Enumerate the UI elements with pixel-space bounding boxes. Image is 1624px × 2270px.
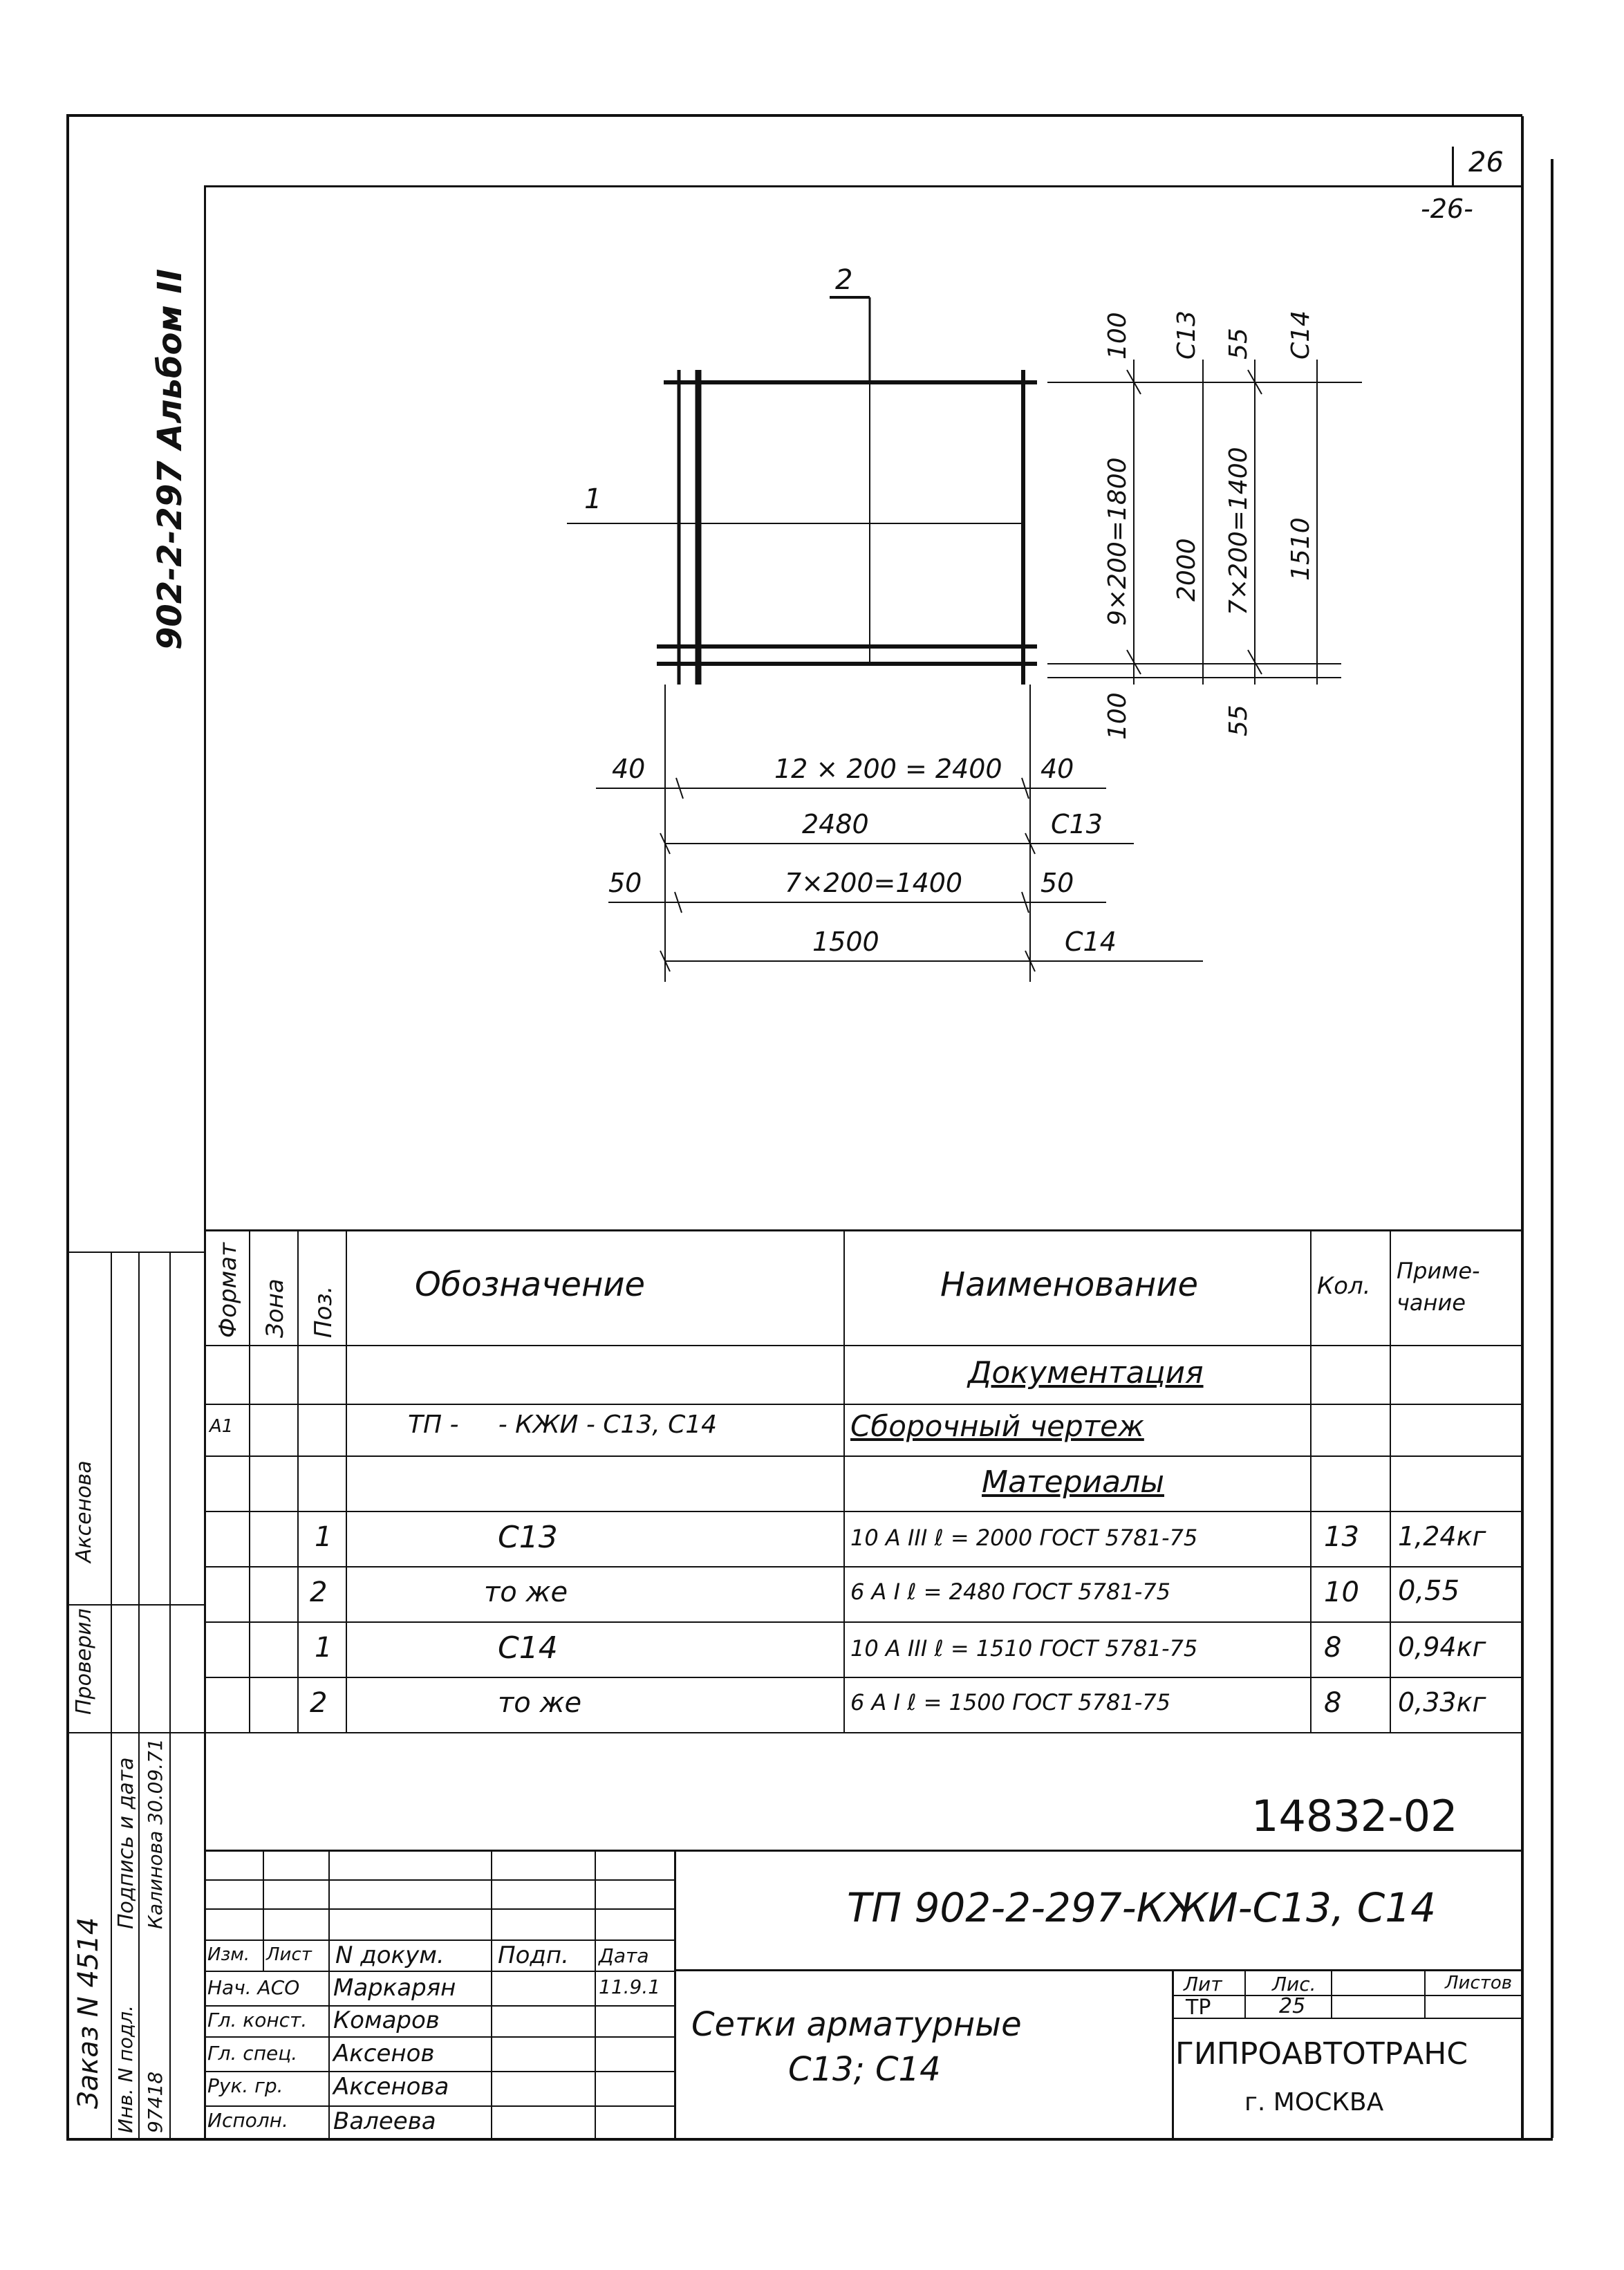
document-subtitle: С13; С14 [788, 2050, 941, 2089]
bar-mark-1: 1 [584, 483, 602, 515]
album-margin-label: 902-2-297 Альбом II [151, 268, 189, 650]
doc-row-designation: ТП - - КЖИ - С13, С14 [408, 1411, 718, 1439]
archive-number: 14832-02 [1251, 1791, 1458, 1841]
rebar-mesh-drawing [0, 0, 1624, 1037]
header-format: Формат [214, 1243, 242, 1338]
dim-bottom-r3-right: 50 [1040, 868, 1074, 898]
document-title: Сетки арматурные [691, 2005, 1022, 2044]
header-name: Наименование [940, 1265, 1199, 1304]
sign-date-label: Подпись и дата [114, 1757, 138, 1929]
doc-row-format: А1 [209, 1416, 234, 1437]
dim-right-100-top: 100 [1103, 312, 1132, 360]
page-number: -26- [1421, 194, 1473, 224]
inventory-label: Инв. N подл. [114, 2005, 137, 2133]
section-materials: Материалы [982, 1464, 1164, 1500]
dim-bottom-r2-mid: 2480 [802, 809, 869, 839]
dim-right-55-top: 55 [1224, 328, 1253, 360]
dim-bottom-r4-mid: 1500 [812, 927, 879, 957]
dim-right-2000: 2000 [1173, 538, 1201, 602]
header-quantity: Кол. [1317, 1272, 1371, 1300]
document-code: ТП 902-2-297-КЖИ-С13, С14 [847, 1884, 1437, 1931]
organization-city: г. МОСКВА [1244, 2088, 1384, 2117]
header-designation: Обозначение [415, 1265, 646, 1304]
dim-right-1800: 9×200=1800 [1103, 457, 1132, 626]
checked-label: Проверил [72, 1608, 96, 1715]
dim-bottom-r3-mid: 7×200=1400 [785, 868, 963, 898]
dim-right-100-bottom: 100 [1103, 692, 1132, 740]
dim-bottom-r1-right: 40 [1040, 754, 1074, 784]
checked-name: Аксенова [72, 1460, 96, 1563]
dim-bottom-r3-left: 50 [608, 868, 642, 898]
header-zone: Зона [261, 1278, 289, 1338]
doc-row-name: Сборочный чертеж [850, 1409, 1144, 1443]
dim-bottom-r2-right: С13 [1051, 809, 1103, 839]
dim-right-c13: С13 [1173, 310, 1201, 360]
organization-name: ГИПРОАВТОТРАНС [1175, 2036, 1468, 2072]
order-number: Заказ N 4514 [73, 1917, 104, 2109]
page-corner-number: 26 [1468, 147, 1504, 178]
dim-bottom-r4-right: С14 [1065, 927, 1117, 957]
section-documentation: Документация [968, 1355, 1204, 1390]
sign-date-value: Калинова 30.09.71 [144, 1738, 167, 1929]
dim-bottom-r1-mid: 12 × 200 = 2400 [774, 754, 1002, 784]
dim-right-55-bottom: 55 [1224, 705, 1253, 736]
inventory-number: 97418 [144, 2071, 167, 2133]
dim-right-1400: 7×200=1400 [1224, 447, 1253, 615]
dim-right-1510: 1510 [1287, 517, 1315, 581]
dim-bottom-r1-left: 40 [612, 754, 646, 784]
dim-right-c14: С14 [1287, 310, 1315, 360]
section-mark-label: 2 [835, 264, 853, 296]
header-position: Поз. [310, 1285, 337, 1338]
outer-frame-bottom [66, 2138, 1553, 2141]
header-note: Приме-чание [1397, 1258, 1480, 1316]
